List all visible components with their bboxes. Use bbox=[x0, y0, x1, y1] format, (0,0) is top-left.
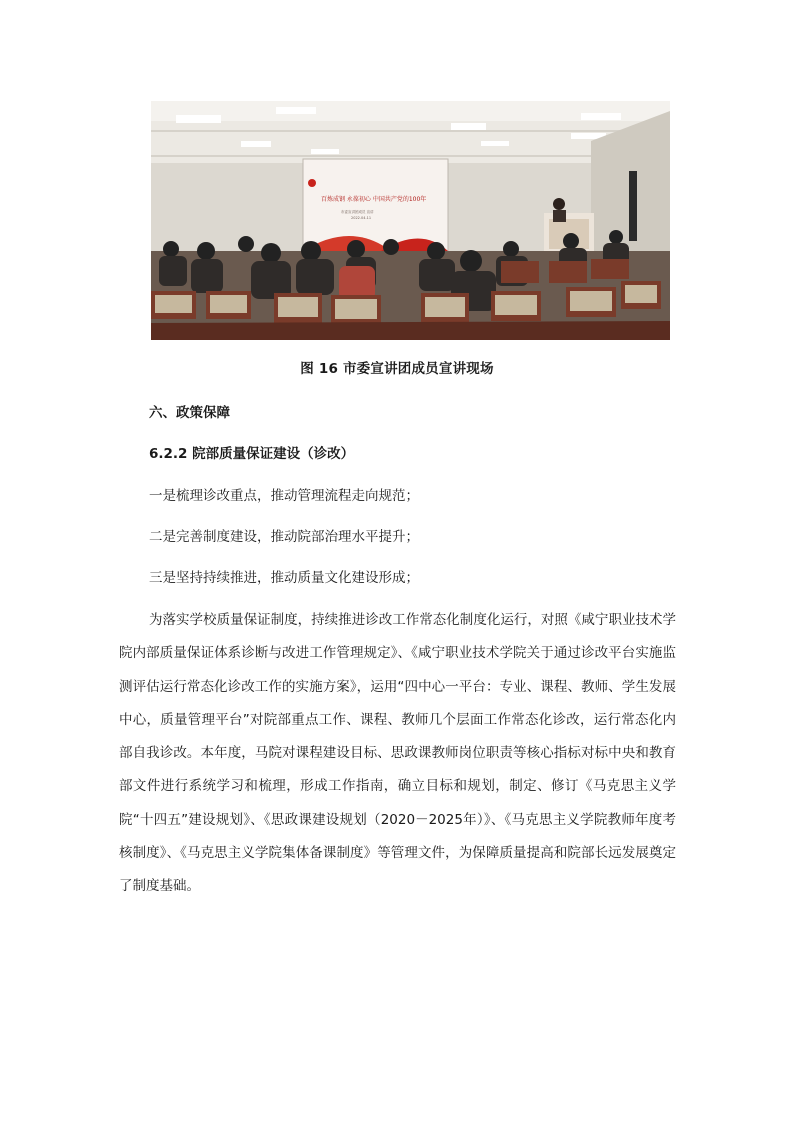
section-heading: 六、政策保障 bbox=[149, 405, 230, 421]
lecture-scene-illustration bbox=[151, 101, 670, 340]
point-item-1: 一是梳理诊改重点，推动管理流程走向规范； bbox=[149, 488, 419, 504]
slide-date: 2022.04.11 bbox=[351, 216, 372, 220]
subsection-heading: 6.2.2 院部质量保证建设（诊改） bbox=[149, 446, 355, 462]
slide-subtitle: 市委宣讲团成员 宣讲 bbox=[341, 210, 374, 214]
point-item-3: 三是坚持持续推进，推动质量文化建设形成； bbox=[149, 570, 419, 586]
body-paragraph: 为落实学校质量保证制度，持续推进诊改工作常态化制度化运行，对照《咸宁职业技术学院内部质量保证体系诊断与改进工作管理规定》、《咸宁职业技术学院关于通过诊改平台实施监测评估运行常态化诊改工作的实施方案》，运用“四中心一平台：专业、课程、教师、学生发展中心，质量管理平台”对院部重点工作、课程、教师几个层面工作常态化诊改，运行常态化内部自我诊改。本年度，马院对课程建设目标、思政课教师岗位职责等核心指标对标中央和教育部文件进行系统学习和梳理，形成工作指南，确立目标和规划，制定、修订《马克思主义学院“十四五”建设规划》、《思政课建设规划（2020－2025年）》、《马克思主义学院教师年度考核制度》、《马克思主义学院集体备课制度》等管理文件，为保障质量提高和院部长远发展奠定了制度基础。 bbox=[119, 612, 676, 895]
lecture-photo bbox=[151, 101, 670, 340]
figure-caption: 图 16 市委宣讲团成员宣讲现场 bbox=[300, 361, 494, 377]
point-item-2: 二是完善制度建设，推动院部治理水平提升； bbox=[149, 529, 419, 545]
slide-title: 百炼成钢 永葆初心 中国共产党的100年 bbox=[321, 196, 427, 203]
